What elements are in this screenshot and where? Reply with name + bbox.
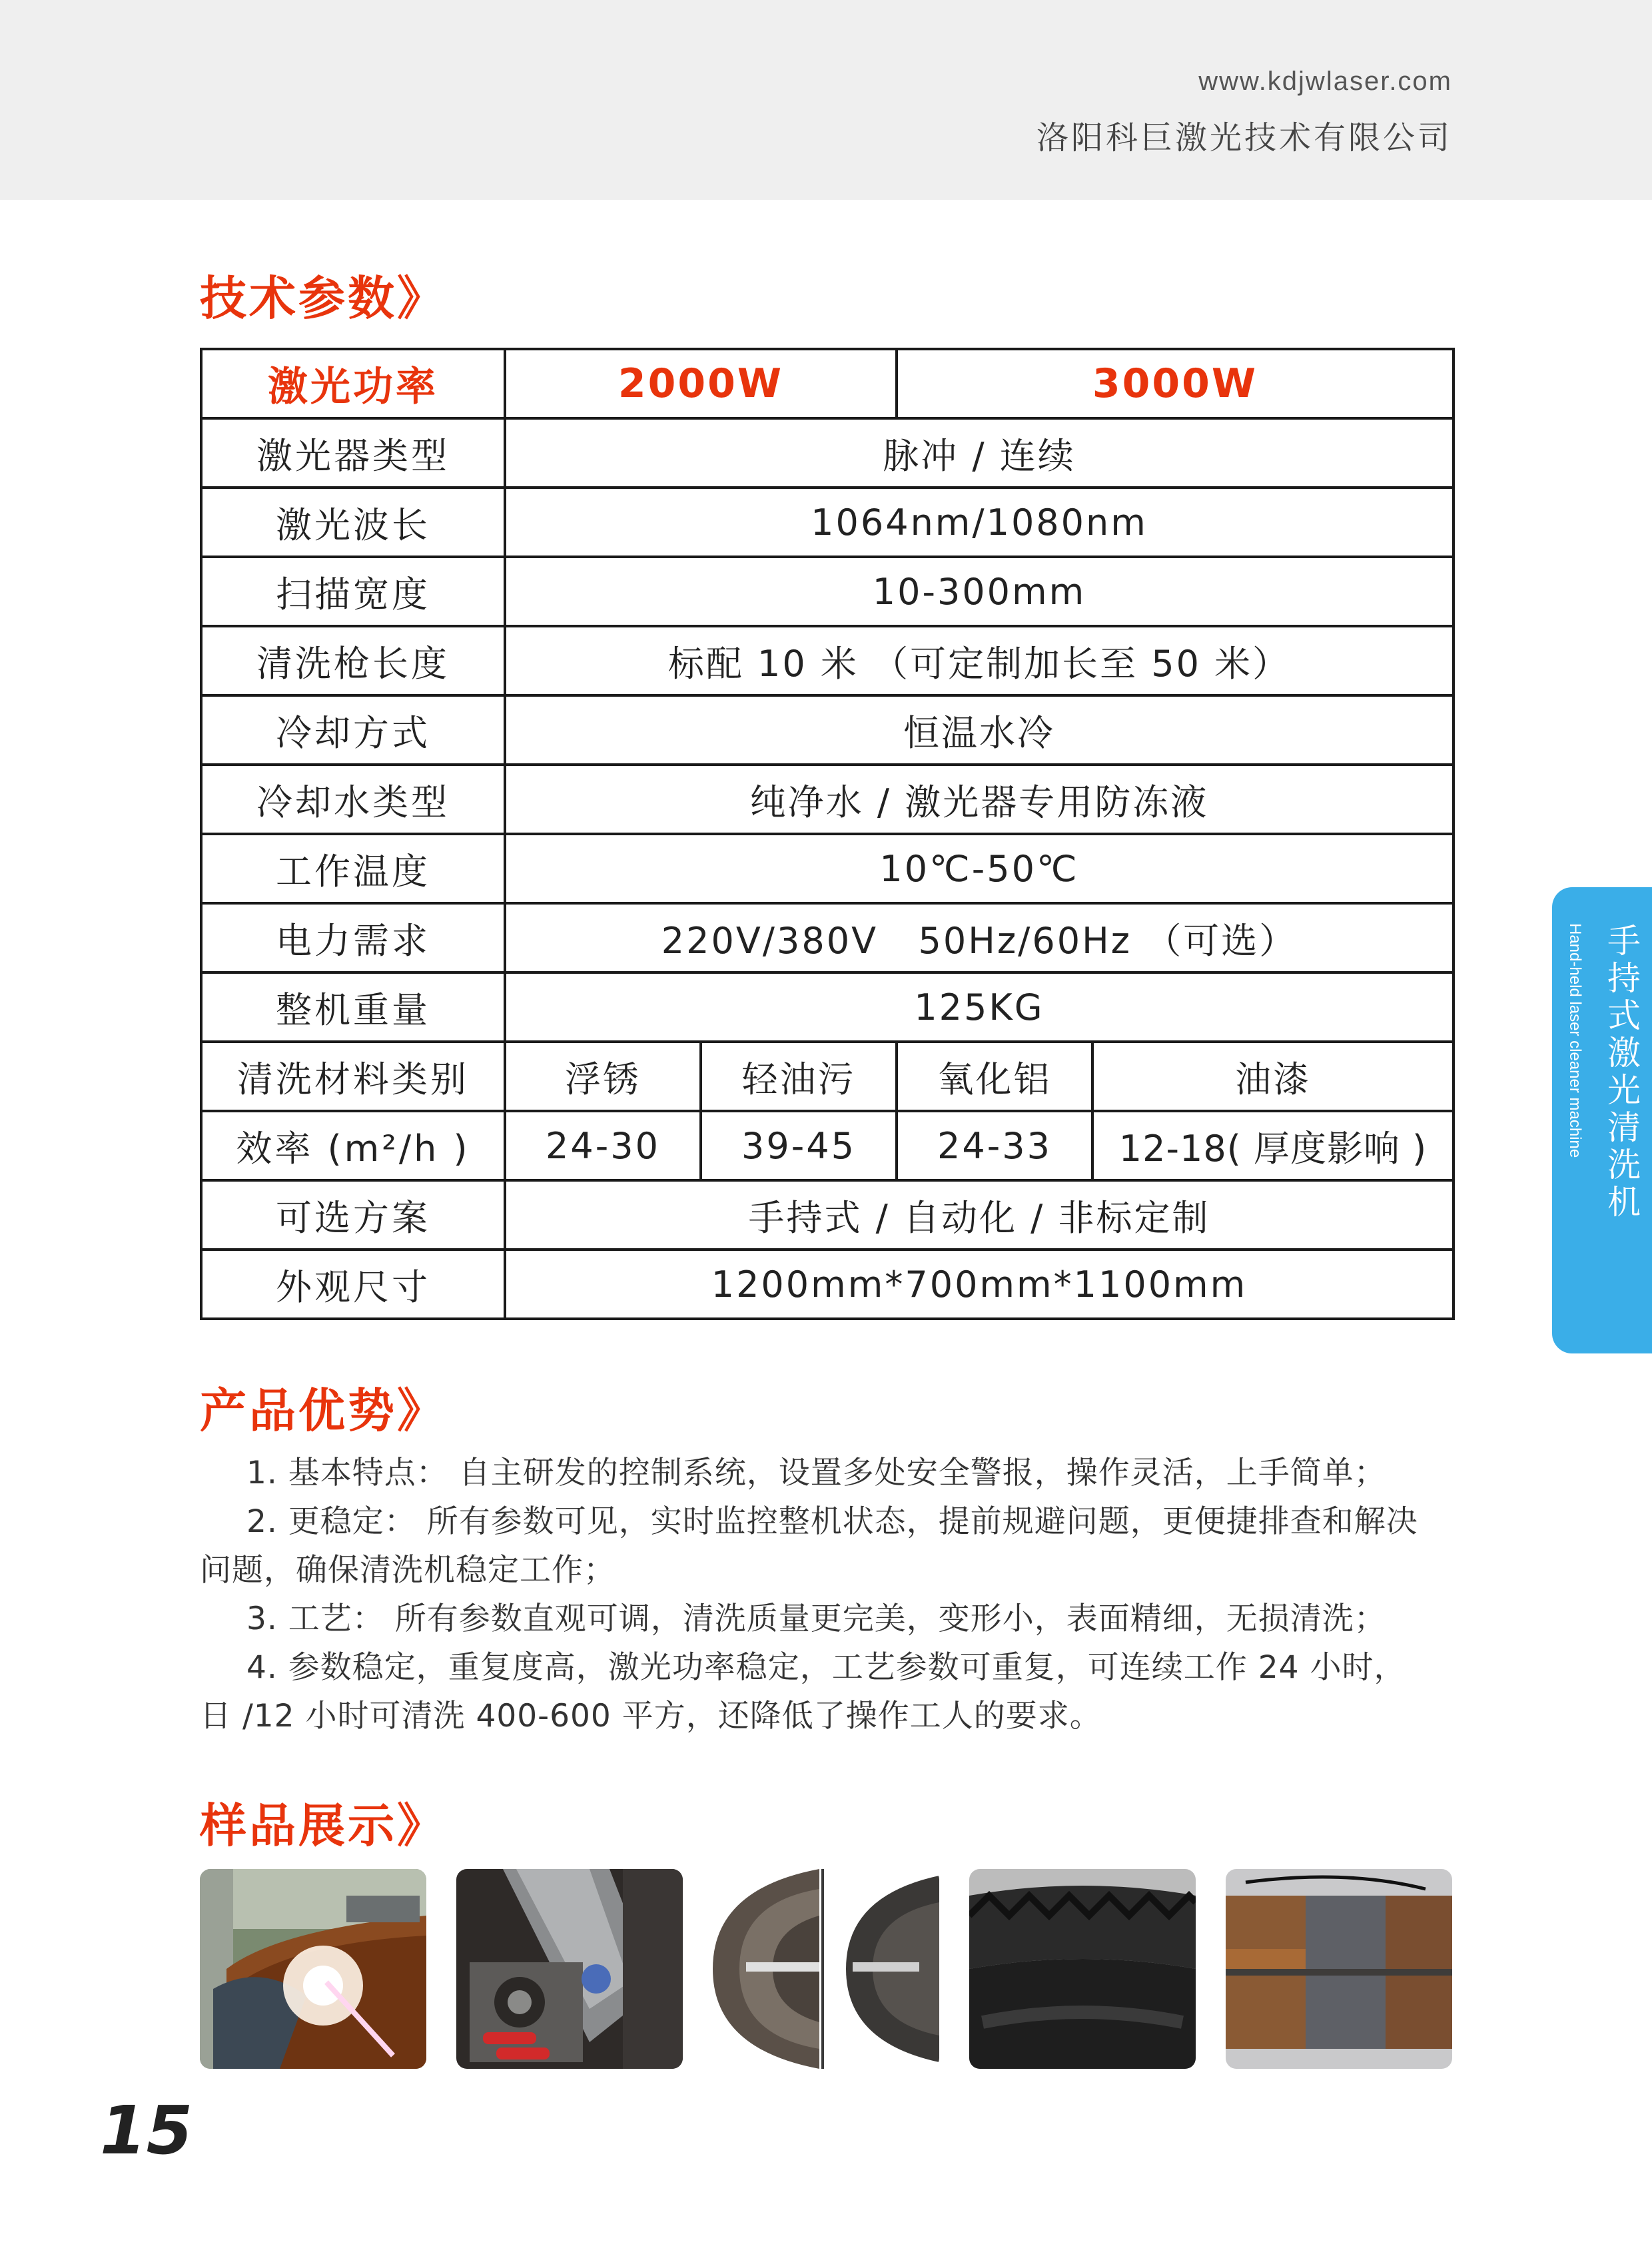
advantage-item: 4. 参数稳定，重复度高，激光功率稳定，工艺参数可重复，可连续工作 24 小时， bbox=[246, 1649, 1406, 1686]
row-value: 恒温水冷 bbox=[505, 695, 1453, 765]
page-number: 15 bbox=[100, 2091, 193, 2169]
spec-table bbox=[200, 348, 1455, 1320]
table-row bbox=[201, 349, 1453, 418]
advantage-item: 3. 工艺： 所有参数直观可调，清洗质量更完美，变形小，表面精细，无损清洗； bbox=[246, 1601, 1386, 1637]
row-label: 激光器类型 bbox=[201, 418, 505, 488]
row-value: 125KG bbox=[505, 972, 1453, 1042]
material-cell: 浮锈 bbox=[505, 1042, 701, 1111]
table-row bbox=[201, 626, 1453, 695]
advantages-heading: 产品优势》 bbox=[200, 1383, 446, 1438]
row-label: 激光波长 bbox=[201, 488, 505, 557]
row-label: 扫描宽度 bbox=[201, 557, 505, 626]
table-row bbox=[201, 695, 1453, 765]
side-tab-title: 手持式激光清洗机 bbox=[1602, 923, 1641, 1222]
row-label: 冷却方式 bbox=[201, 695, 505, 765]
options-value: 手持式 / 自动化 / 非标定制 bbox=[505, 1180, 1453, 1250]
company-name: 洛阳科巨激光技术有限公司 bbox=[1036, 119, 1452, 157]
row-value: 10-300mm bbox=[505, 557, 1453, 626]
row-label: 冷却水类型 bbox=[201, 765, 505, 834]
material-cell: 油漆 bbox=[1092, 1042, 1453, 1111]
row-value: 标配 10 米 （可定制加长至 50 米） bbox=[505, 626, 1453, 695]
advantages-text bbox=[200, 1449, 1452, 1740]
table-row bbox=[201, 903, 1453, 972]
table-row bbox=[201, 834, 1453, 903]
website-url[interactable]: www.kdjwlaser.com bbox=[1198, 67, 1452, 96]
table-row bbox=[201, 765, 1453, 834]
table-row bbox=[201, 1250, 1453, 1319]
efficiency-label: 效率 (m²/h ) bbox=[201, 1111, 505, 1180]
row-value: 1064nm/1080nm bbox=[505, 488, 1453, 557]
tech-params-heading: 技术参数》 bbox=[200, 271, 446, 326]
table-row bbox=[201, 488, 1453, 557]
sample-image-mold-parts bbox=[456, 1869, 683, 2069]
row-value: 脉冲 / 连续 bbox=[505, 418, 1453, 488]
material-cell: 氧化铝 bbox=[897, 1042, 1092, 1111]
power-3000w: 3000W bbox=[897, 349, 1453, 418]
sample-image-tire bbox=[969, 1869, 1196, 2069]
row-label: 电力需求 bbox=[201, 903, 505, 972]
table-row bbox=[201, 1042, 1453, 1111]
row-label: 工作温度 bbox=[201, 834, 505, 903]
samples-heading: 样品展示》 bbox=[200, 1798, 446, 1853]
efficiency-cell: 24-30 bbox=[505, 1111, 701, 1180]
table-row bbox=[201, 1111, 1453, 1180]
advantage-item: 1. 基本特点： 自主研发的控制系统，设置多处安全警报，操作灵活，上手简单； bbox=[246, 1455, 1386, 1491]
row-value: 纯净水 / 激光器专用防冻液 bbox=[505, 765, 1453, 834]
samples-gallery bbox=[200, 1869, 1452, 2069]
power-2000w: 2000W bbox=[505, 349, 897, 418]
sample-image-tire-mold bbox=[713, 1869, 939, 2069]
table-row bbox=[201, 557, 1453, 626]
row-value: 10℃-50℃ bbox=[505, 834, 1453, 903]
efficiency-cell: 24-33 bbox=[897, 1111, 1092, 1180]
size-label: 外观尺寸 bbox=[201, 1250, 505, 1319]
row-value: 220V/380V 50Hz/60Hz （可选） bbox=[505, 903, 1453, 972]
advantage-item-cont: 问题，确保清洗机稳定工作； bbox=[200, 1552, 616, 1589]
page-header bbox=[0, 0, 1652, 200]
options-label: 可选方案 bbox=[201, 1180, 505, 1250]
sample-image-steel-beam bbox=[1226, 1869, 1452, 2069]
power-label: 激光功率 bbox=[201, 349, 505, 418]
table-row bbox=[201, 972, 1453, 1042]
efficiency-cell: 39-45 bbox=[701, 1111, 897, 1180]
advantage-item-cont: 日 /12 小时可清洗 400-600 平方，还降低了操作工人的要求。 bbox=[200, 1698, 1102, 1734]
row-label: 整机重量 bbox=[201, 972, 505, 1042]
size-value: 1200mm*700mm*1100mm bbox=[505, 1250, 1453, 1319]
efficiency-cell: 12-18( 厚度影响 ) bbox=[1092, 1111, 1453, 1180]
product-category-tab[interactable] bbox=[1552, 887, 1652, 1353]
advantage-item: 2. 更稳定： 所有参数可见，实时监控整机状态，提前规避问题，更便捷排查和解决 bbox=[246, 1503, 1418, 1540]
row-label: 清洗枪长度 bbox=[201, 626, 505, 695]
table-row bbox=[201, 1180, 1453, 1250]
materials-label: 清洗材料类别 bbox=[201, 1042, 505, 1111]
material-cell: 轻油污 bbox=[701, 1042, 897, 1111]
table-row bbox=[201, 418, 1453, 488]
side-tab-subtitle: Hand-held laser cleaner machine bbox=[1566, 923, 1584, 1158]
sample-image-laser-rust bbox=[200, 1869, 426, 2069]
